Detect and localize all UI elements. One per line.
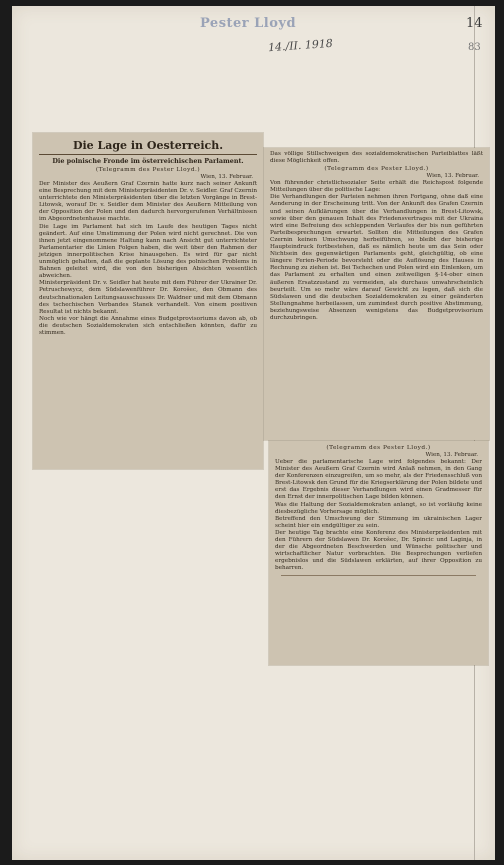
folio-number: 14 <box>466 16 483 31</box>
source-stamp: Pester Lloyd <box>200 16 297 31</box>
headline-rule <box>39 154 257 155</box>
handwritten-date: 14./II. 1918 <box>267 36 334 55</box>
article-subhead: Die polnische Fronde im österreichischen Parlament. <box>52 157 244 165</box>
dateline: Wien, 13. Februar. <box>426 173 479 180</box>
folio-secondary: 83 <box>468 42 481 53</box>
dateline: Wien, 13. Februar. <box>200 174 253 180</box>
article-intro: Das völlige Stillschweigen des sozialdemokratischen Parteiblattes läßt diese Möglichkeit offen. <box>270 151 483 165</box>
telegram-line: (Telegramm des Pester Lloyd.) <box>326 445 431 451</box>
article-headline: Die Lage in Oesterreich. <box>72 139 224 152</box>
telegram-line: (Telegramm des Pester Lloyd.) <box>95 167 201 173</box>
dateline: Wien, 13. Februar. <box>425 452 478 458</box>
telegram-line: (Telegramm des Pester Lloyd.) <box>324 166 429 173</box>
clipping-right-top <box>264 148 489 440</box>
end-rule <box>281 575 476 576</box>
article-body: Von führender christlichsozialer Seite erhält die Reichspost folgende Mitteilungen über die politische Lage: Die Verhandlungen der Parteien nehmen ihren Fortgang, ohne daß eine Aenderung in der Erscheinung tritt. Von der Ankunft des Grafen Czernin und seinen Aufklärungen über die Verhandlungen in Brest-Litowsk, sowie über den genauen Inhalt des Friedensvertrages mit der Ukraina wird eine Befreiung des schleppenden Verlaufes der bis nun geführten Parteibesprechungen erwartet. Sollten die Mitteilungen des Grafen Czernin keinen Umschwung herbeiführen, so bleibt der bisherige Haupteindruck fortbestehen, daß es nämlich heute um das Sein oder Nichtsein des gegenwärtigen Parlaments geht, gleichgültig, ob eine längere Ferien-Periode bevorsteht oder die Auflösung des Hauses in Rechnung zu ziehen ist. Bei Tschechen und Polen wird ein Einlenken, um das Parlament zu erhalten und einen zeitweiligen §-14-ober einen äußeren Ersatzzustand zu vermeiden, als durchaus unwahrscheinlich beurteilt. Um so mehr wäre darauf Gewicht zu legen, daß sich die Südslawen und die deutschen Sozialdemokraten zu einer geänderten Stellungnahme herbeilassen, um zumindest durch positive Abstimmung, beziehungsweise Absenzen wenigstens das Budgetprovisorium durchzubringen. <box>270 180 483 321</box>
clipping-left <box>33 133 263 469</box>
article-body: Ueber die parlamentarische Lage wird folgendes bekannt: Der Minister des Aeußern Graf Czernin wird Anlaß nehmen, in den Gang der Konferenzen einzugreifen, um so mehr, als der Friedensschluß von Brest-Litowsk den Grund für die Kriegserklärung der Polen bildete und erst das Ergebnis dieser Verhandlungen wird einen Gradmesser für den Ernst der innerpolitischen Lage bilden können. Was die Haltung der Sozialdemokraten anlangt, so ist vorläufig keine diesbezügliche Vorhersage möglich. Betreffend den Umschwung der Stimmung im ukrainischen Lager scheint hier ein endgültiger zu sein. Der heutige Tag brachte eine Konferenz des Ministerpräsidenten mit den Führern der Südslawen Dr. Korošec, Dr. Spincic und Laginja, in der die Abgeordneten Beschwerden und Wünsche politischer und wirtschaftlicher Natur vorbrachten. Die Besprechungen verliefen ergebnislos und die Südslawen erklärten, auf ihrer Opposition zu beharren. <box>275 459 482 572</box>
article-body: Der Minister des Aeußern Graf Czernin hatte kurz nach seiner Ankunft eine Besprechung mit dem Ministerpräsidenten Dr. v. Seidler. Graf Czernin unterrichtete den Ministerpräsidenten über die letzten Vorgänge in Brest-Litowsk, worauf Dr. v. Seidler dem Minister des Aeußern Mitteilung von der Opposition der Polen und den dadurch hervorgerufenen Verhältnissen im Abgeordnetenhause machte. Die Lage im Parlament hat sich im Laufe des heutigen Tages nicht geändert. Auf eine Umstimmung der Polen wird nicht gerechnet. Die von ihnen jetzt eingenommene Haltung kann nach Ansicht gut unterrichteter Parlamentarier die Linien Folgen haben, die weit über den Rahmen der jetzigen innerpolitischen Krise hinausgehen. Es wird für gar nicht unmöglich gehalten, daß die geplante Lösung des polnischen Problems in Bahnen geleitet wird, die von den bisherigen Absichten wesentlich abweichen. Ministerpräsident Dr. v. Seidler hat heute mit dem Führer der Ukrainer Dr. Petruschewycz, dem Südslawenführer Dr. Korošec, den Obmann des deutschnationalen Leitungsausschusses Dr. Waldner und mit dem Obmann des tschechischen Verbandes Stanek verhandelt. Von einem positiven Resultat ist nichts bekannt. Noch wie vor hängt die Annahme eines Budgetprovisoriums davon ab, ob die deutschen Sozialdemokraten sich entschließen könnten, dafür zu stimmen. <box>39 181 257 336</box>
clipping-right-bottom <box>269 441 488 665</box>
